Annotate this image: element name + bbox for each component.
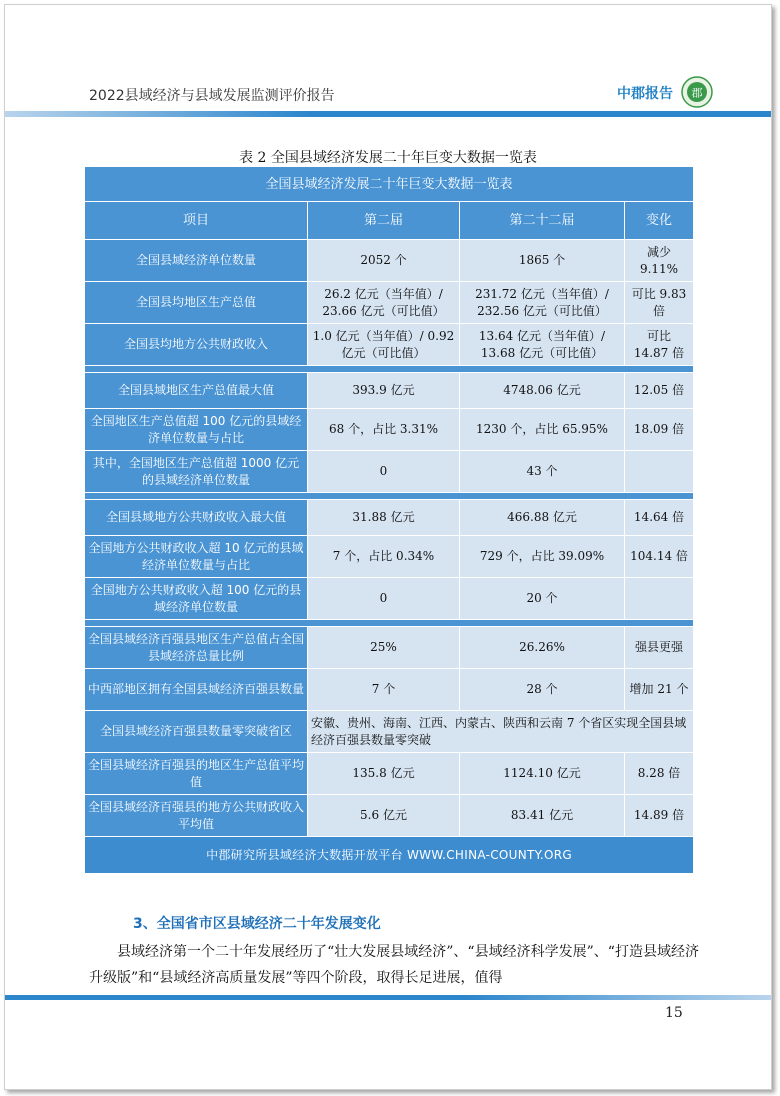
row-twentysecond-value: 729 个，占比 39.09% (460, 536, 625, 578)
table-title-row (85, 167, 694, 202)
col-header-twentysecond: 第二十二届 (460, 202, 625, 240)
group-separator-cell (85, 366, 694, 373)
table-row (85, 500, 694, 536)
table-header-row (85, 202, 694, 240)
row-item-label: 其中，全国地区生产总值超 1000 亿元的县域经济单位数量 (85, 451, 308, 493)
header-rule (5, 111, 771, 117)
table-row (85, 240, 694, 282)
row-second-value: 0 (308, 451, 460, 493)
row-change-value (625, 578, 694, 620)
row-change-value: 18.09 倍 (625, 409, 694, 451)
row-change-value: 强县更强 (625, 627, 694, 669)
row-twentysecond-value: 20 个 (460, 578, 625, 620)
row-item-label: 全国地方公共财政收入超 100 亿元的县域经济单位数量 (85, 578, 308, 620)
group-separator (85, 366, 694, 373)
row-change-value: 8.28 倍 (625, 753, 694, 795)
row-item-label: 全国县域经济百强县的地方公共财政收入平均值 (85, 795, 308, 837)
row-second-value: 1.0 亿元（当年值）/ 0.92 亿元（可比值） (308, 324, 460, 366)
row-twentysecond-value: 26.26% (460, 627, 625, 669)
row-change-value: 增加 21 个 (625, 669, 694, 711)
table-row (85, 578, 694, 620)
row-second-value: 7 个 (308, 669, 460, 711)
row-second-value: 393.9 亿元 (308, 373, 460, 409)
row-second-value: 68 个，占比 3.31% (308, 409, 460, 451)
group-separator-cell (85, 620, 694, 627)
row-second-value: 5.6 亿元 (308, 795, 460, 837)
row-item-label: 全国县均地区生产总值 (85, 282, 308, 324)
row-second-value: 135.8 亿元 (308, 753, 460, 795)
body-paragraph: 县域经济第一个二十年发展经历了“壮大发展县域经济”、“县域经济科学发展”、“打造县域经济升级版”和“县域经济高质量发展”等四个阶段，取得长足进展，值得 (89, 944, 699, 986)
table-row (85, 409, 694, 451)
row-second-value: 0 (308, 578, 460, 620)
row-merged-value: 安徽、贵州、海南、江西、内蒙古、陕西和云南 7 个省区实现全国县域经济百强县数量零突破 (308, 711, 694, 753)
row-twentysecond-value: 1230 个，占比 65.95% (460, 409, 625, 451)
logo-glyph: 郡 (691, 86, 703, 100)
table-row (85, 669, 694, 711)
table-row (85, 711, 694, 753)
row-second-value: 25% (308, 627, 460, 669)
row-twentysecond-value: 466.88 亿元 (460, 500, 625, 536)
section-heading: 3、全国省市区县域经济二十年发展变化 (133, 916, 381, 932)
row-change-value: 减少 9.11% (625, 240, 694, 282)
table-footer-row (85, 837, 694, 874)
row-twentysecond-value: 28 个 (460, 669, 625, 711)
table-footer: 中郡研究所县域经济大数据开放平台 WWW.CHINA-COUNTY.ORG (85, 837, 694, 874)
table-row (85, 753, 694, 795)
row-second-value: 26.2 亿元（当年值）/ 23.66 亿元（可比值） (308, 282, 460, 324)
table-row (85, 451, 694, 493)
row-twentysecond-value: 1865 个 (460, 240, 625, 282)
row-twentysecond-value: 43 个 (460, 451, 625, 493)
col-header-second: 第二届 (308, 202, 460, 240)
col-header-item: 项目 (85, 202, 308, 240)
row-twentysecond-value: 13.64 亿元（当年值）/ 13.68 亿元（可比值） (460, 324, 625, 366)
row-second-value: 31.88 亿元 (308, 500, 460, 536)
table-title: 全国县域经济发展二十年巨变大数据一览表 (85, 167, 694, 202)
row-twentysecond-value: 4748.06 亿元 (460, 373, 625, 409)
row-item-label: 全国县域经济百强县地区生产总值占全国县域经济总量比例 (85, 627, 308, 669)
group-separator (85, 493, 694, 500)
row-change-value: 可比 9.83 倍 (625, 282, 694, 324)
table-caption: 表 2 全国县域经济发展二十年巨变大数据一览表 (239, 150, 537, 166)
row-change-value: 可比 14.87 倍 (625, 324, 694, 366)
row-item-label: 全国县域经济百强县的地区生产总值平均值 (85, 753, 308, 795)
row-item-label: 全国县域地方公共财政收入最大值 (85, 500, 308, 536)
row-change-value: 14.64 倍 (625, 500, 694, 536)
row-item-label: 全国地区生产总值超 100 亿元的县域经济单位数量与占比 (85, 409, 308, 451)
row-second-value: 2052 个 (308, 240, 460, 282)
group-separator-cell (85, 493, 694, 500)
col-header-change: 变化 (625, 202, 694, 240)
table-row (85, 536, 694, 578)
table-row (85, 795, 694, 837)
document-page (4, 4, 772, 1090)
table-row (85, 627, 694, 669)
table-row (85, 282, 694, 324)
row-twentysecond-value: 83.41 亿元 (460, 795, 625, 837)
report-title: 2022县域经济与县域发展监测评价报告 (89, 88, 335, 104)
row-item-label: 全国县域地区生产总值最大值 (85, 373, 308, 409)
table-row (85, 373, 694, 409)
row-change-value (625, 451, 694, 493)
row-item-label: 全国地方公共财政收入超 10 亿元的县域经济单位数量与占比 (85, 536, 308, 578)
table-row (85, 324, 694, 366)
row-item-label: 全国县均地方公共财政收入 (85, 324, 308, 366)
row-twentysecond-value: 1124.10 亿元 (460, 753, 625, 795)
footer-rule (5, 995, 771, 1000)
row-second-value: 7 个，占比 0.34% (308, 536, 460, 578)
row-change-value: 104.14 倍 (625, 536, 694, 578)
row-twentysecond-value: 231.72 亿元（当年值）/ 232.56 亿元（可比值） (460, 282, 625, 324)
page-number: 15 (665, 1005, 683, 1021)
data-table (85, 167, 694, 874)
group-separator (85, 620, 694, 627)
row-change-value: 12.05 倍 (625, 373, 694, 409)
brand-name: 中郡报告 (617, 86, 673, 102)
row-change-value: 14.89 倍 (625, 795, 694, 837)
row-item-label: 全国县域经济单位数量 (85, 240, 308, 282)
row-item-label: 中西部地区拥有全国县域经济百强县数量 (85, 669, 308, 711)
brand-logo-icon (681, 76, 713, 108)
row-item-label: 全国县域经济百强县数量零突破省区 (85, 711, 308, 753)
